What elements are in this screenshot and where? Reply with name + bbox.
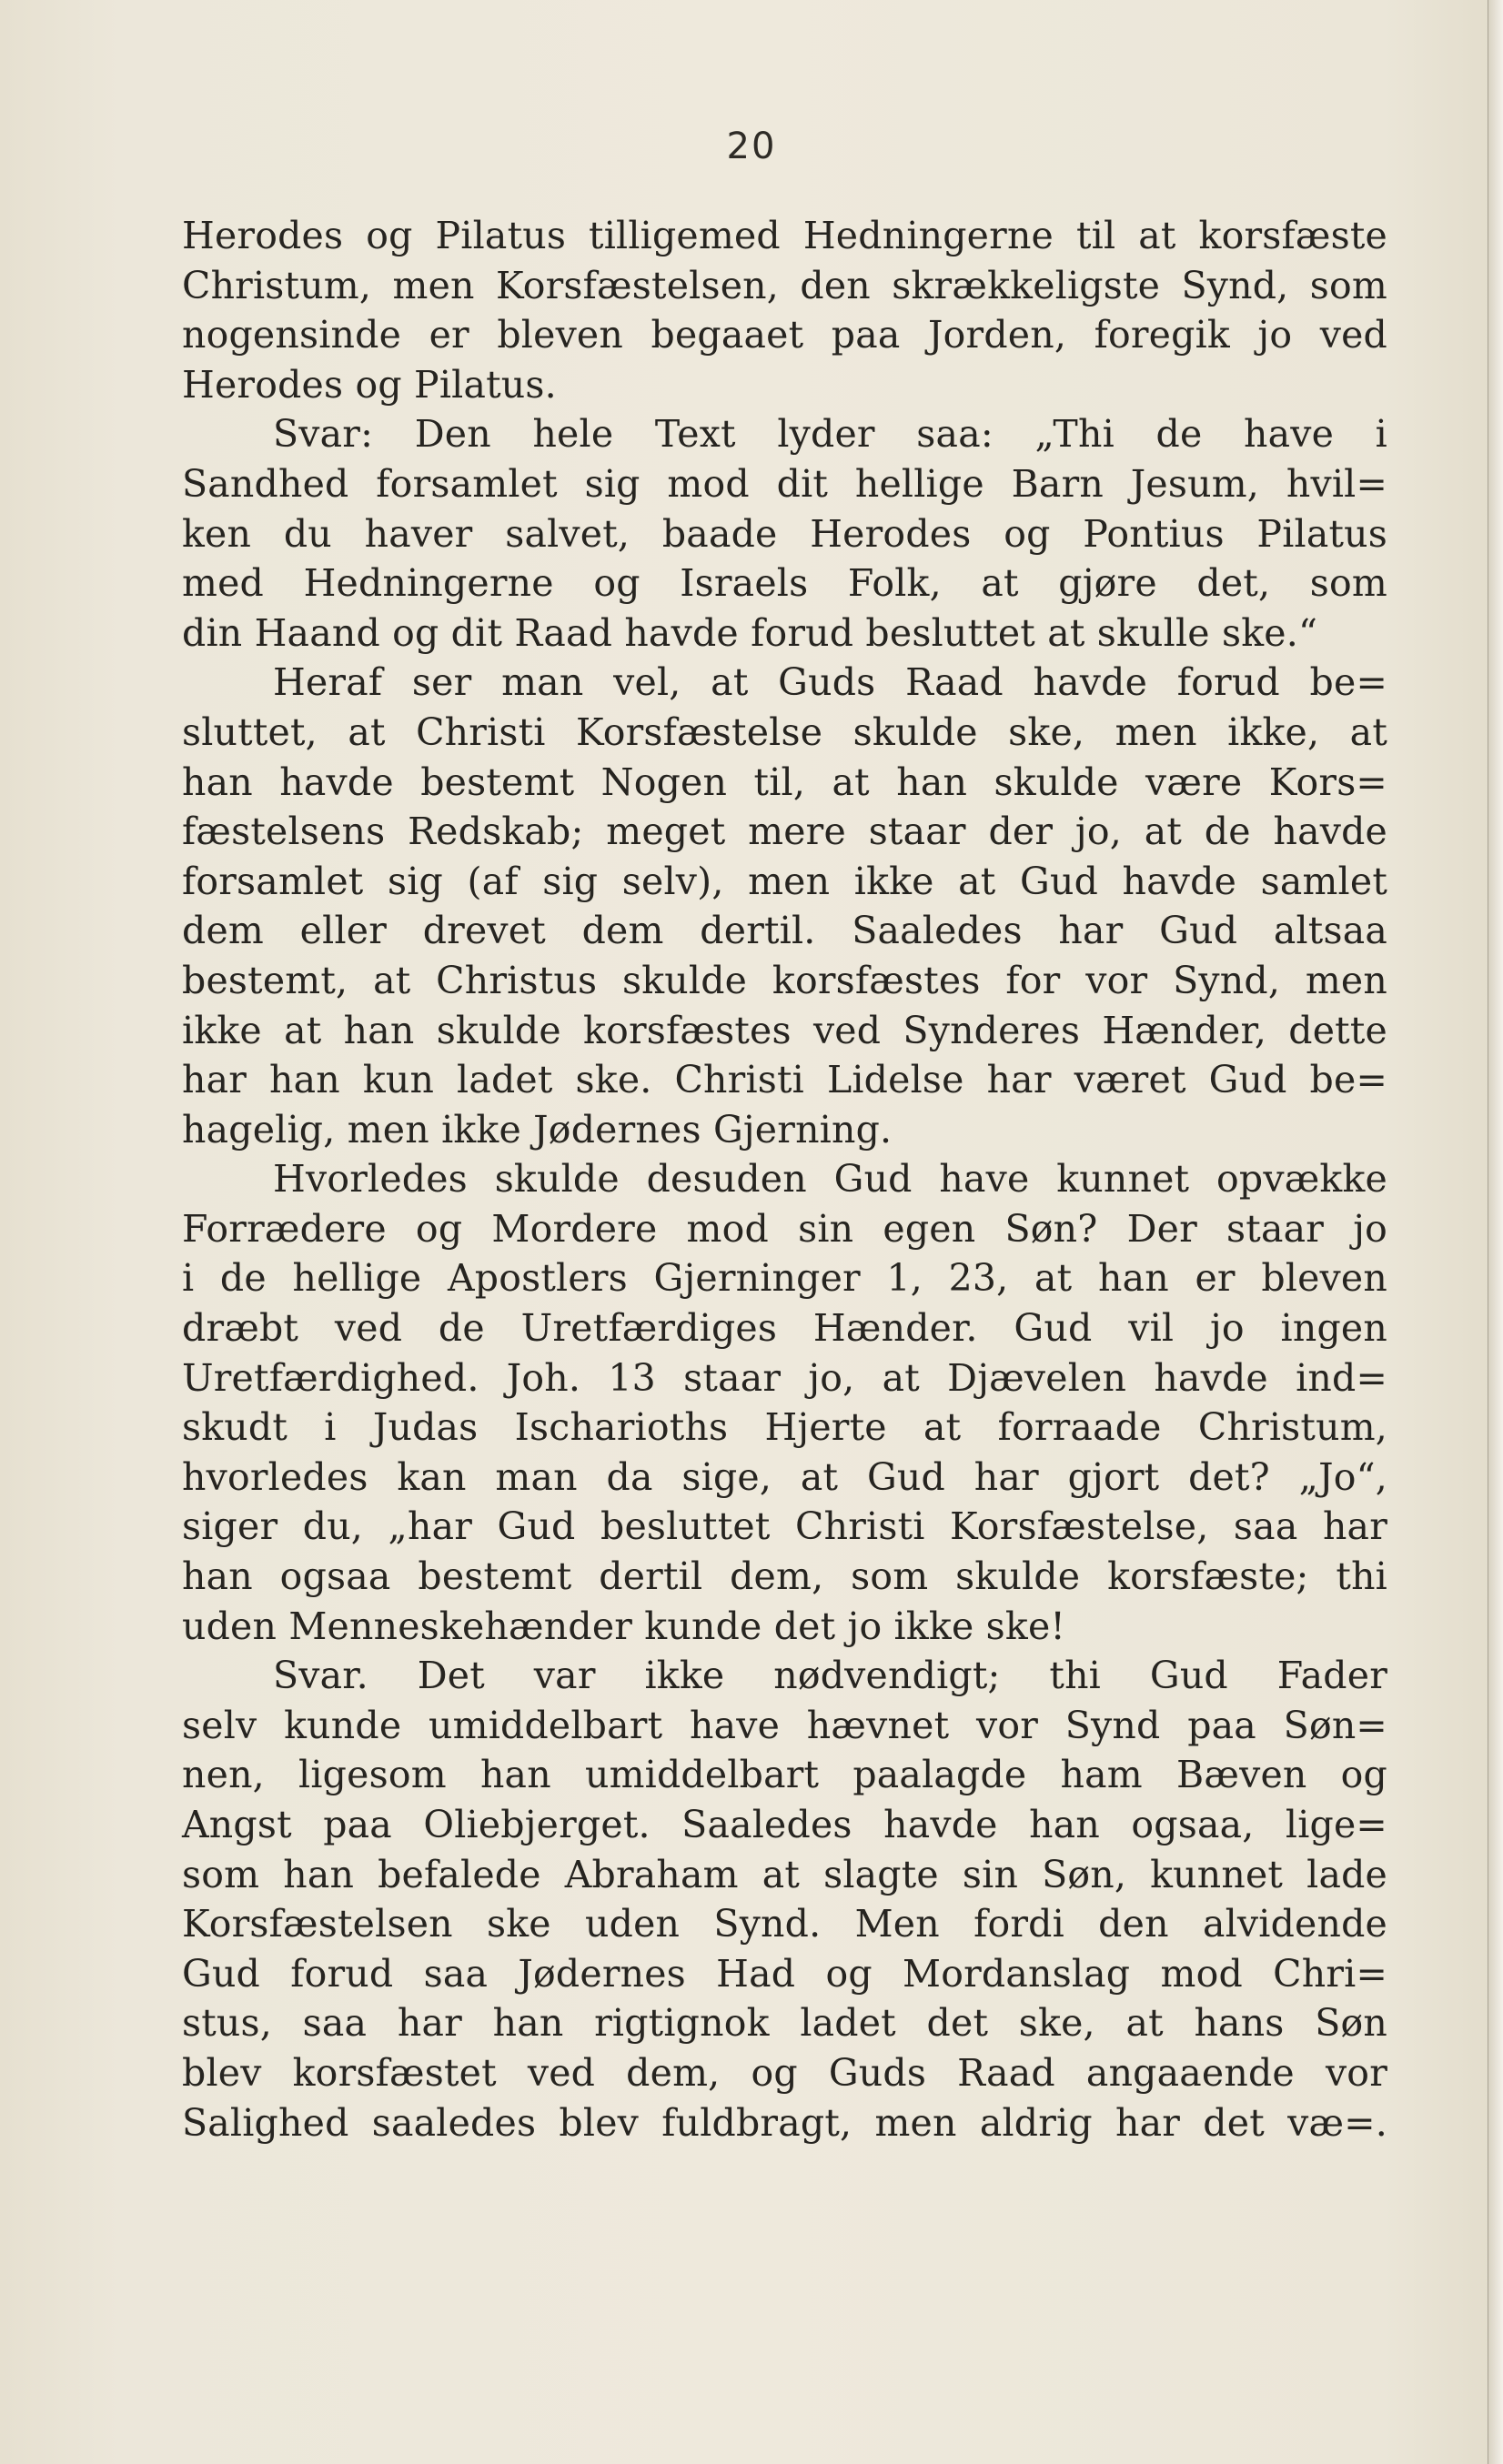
text-line: Gud forud saa Jødernes Had og Mordanslag mod Chri= xyxy=(182,1951,1387,1996)
text-line: sluttet, at Christi Korsfæstelse skulde ske, men ikke, at xyxy=(182,709,1387,754)
text-line: Forrædere og Mordere mod sin egen Søn? Der staar jo xyxy=(182,1206,1387,1251)
text-line: skudt i Judas Ischarioths Hjerte at forraade Christum, xyxy=(182,1405,1387,1450)
text-line: Herodes og Pilatus tilligemed Hedningerne til at korsfæste xyxy=(182,214,1387,257)
text-line: stus, saa har han rigtignok ladet det ske, at hans Søn xyxy=(182,2001,1387,2046)
text-line: Svar: Den hele Text lyder saa: „Thi de have i xyxy=(273,412,1387,457)
text-line: hagelig, men ikke Jødernes Gjerning. xyxy=(182,1107,893,1152)
text-line: Sandhed forsamlet sig mod dit hellige Barn Jesum, hvil= xyxy=(182,461,1387,506)
text-line: Hvorledes skulde desuden Gud have kunnet opvække xyxy=(273,1157,1387,1202)
text-line: forsamlet sig (af sig selv), men ikke at Gud havde samlet xyxy=(182,859,1387,903)
text-line: ken du haver salvet, baade Herodes og Pontius Pilatus xyxy=(182,511,1387,556)
text-line: hvorledes kan man da sige, at Gud har gjort det? „Jo“, xyxy=(182,1454,1387,1499)
text-line: dræbt ved de Uretfærdiges Hænder. Gud vil jo ingen xyxy=(182,1306,1387,1351)
text-line: Heraf ser man vel, at Guds Raad havde forud be= xyxy=(273,660,1387,705)
text-line: han havde bestemt Nogen til, at han skulde være Kors= xyxy=(182,759,1387,804)
text-line: Christum, men Korsfæstelsen, den skrækkeligste Synd, som xyxy=(182,263,1387,307)
text-line: Uretfærdighed. Joh. 13 staar jo, at Djævelen havde ind= xyxy=(182,1355,1387,1400)
text-line: selv kunde umiddelbart have hævnet vor Synd paa Søn= xyxy=(182,1703,1387,1747)
text-line: med Hedningerne og Israels Folk, at gjøre det, som xyxy=(182,561,1387,606)
text-line: i de hellige Apostlers Gjerninger 1, 23, at han er bleven xyxy=(182,1256,1387,1301)
page-number: 20 xyxy=(726,126,777,167)
text-line: Herodes og Pilatus. xyxy=(182,362,557,407)
text-line: Salighed saaledes blev fuldbragt, men aldrig har det væ=. xyxy=(182,2100,1387,2145)
text-line: Svar. Det var ikke nødvendigt; thi Gud Fader xyxy=(273,1654,1387,1698)
text-line: siger du, „har Gud besluttet Christi Korsfæstelse, saa har xyxy=(182,1504,1387,1549)
body-text xyxy=(182,211,1387,2147)
text-line: nogensinde er bleven begaaet paa Jorden, foregik jo ved xyxy=(182,313,1387,357)
text-line: blev korsfæstet ved dem, og Guds Raad angaaende vor xyxy=(182,2050,1387,2095)
text-line: fæstelsens Redskab; meget mere staar der jo, at de havde xyxy=(182,810,1387,854)
text-line: Angst paa Oliebjerget. Saaledes havde han ogsaa, lige= xyxy=(182,1803,1387,1846)
text-line: dem eller drevet dem dertil. Saaledes har Gud altsaa xyxy=(182,909,1387,953)
page-gutter xyxy=(1488,0,1503,2464)
text-line: bestemt, at Christus skulde korsfæstes for vor Synd, men xyxy=(182,958,1387,1002)
text-line: uden Menneskehænder kunde det jo ikke ske! xyxy=(182,1604,1066,1648)
text-line: har han kun ladet ske. Christi Lidelse har været Gud be= xyxy=(182,1058,1387,1102)
text-line: han ogsaa bestemt dertil dem, som skulde korsfæste; thi xyxy=(182,1554,1387,1599)
text-line: Korsfæstelsen ske uden Synd. Men fordi den alvidende xyxy=(182,1902,1387,1946)
text-line: som han befalede Abraham at slagte sin Søn, kunnet lade xyxy=(182,1852,1387,1896)
text-line: nen, ligesom han umiddelbart paalagde ham Bæven og xyxy=(182,1753,1387,1797)
text-line: ikke at han skulde korsfæstes ved Synderes Hænder, dette xyxy=(182,1008,1387,1052)
text-line: din Haand og dit Raad havde forud besluttet at skulle ske.“ xyxy=(182,610,1318,655)
